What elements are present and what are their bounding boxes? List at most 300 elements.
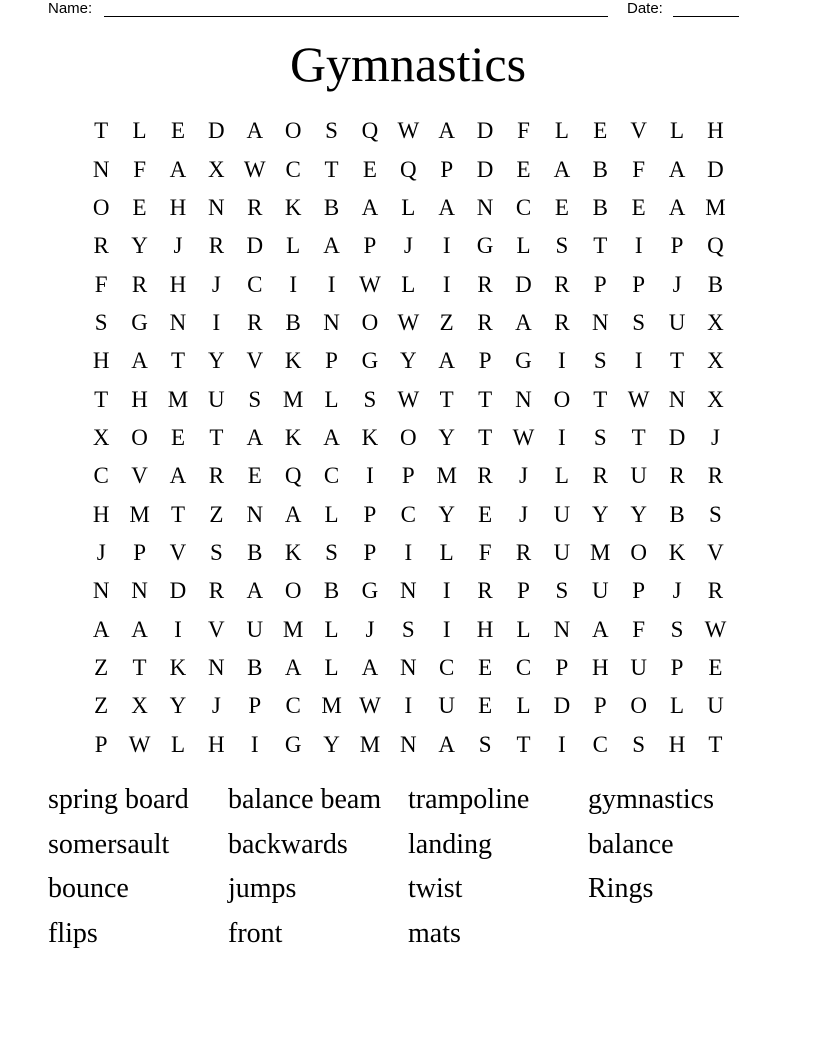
word-bank-item: Rings [588, 873, 654, 904]
grid-letter: O [361, 309, 379, 335]
grid-letter: F [133, 156, 146, 182]
grid-letter: D [246, 233, 264, 259]
grid-letter: T [593, 233, 608, 259]
grid-letter: R [247, 194, 263, 220]
grid-letter: I [212, 309, 221, 335]
grid-letter: P [555, 654, 569, 680]
grid-letter: U [246, 616, 264, 642]
grid-letter: X [707, 386, 724, 412]
grid-letter: R [208, 578, 225, 604]
word-bank-item: trampoline [408, 784, 530, 815]
grid-letter: Y [169, 693, 187, 719]
grid-letter: I [404, 539, 413, 565]
grid-letter: J [173, 233, 183, 259]
grid-letter: R [477, 271, 493, 297]
grid-letter: H [591, 654, 609, 680]
grid-letter: L [132, 118, 147, 144]
grid-letter: R [208, 233, 225, 259]
grid-letter: F [632, 156, 646, 182]
grid-letter: C [515, 654, 532, 680]
grid-letter: A [323, 233, 340, 259]
grid-letter: R [208, 463, 225, 489]
grid-letter: U [707, 693, 724, 719]
grid-letter: M [282, 386, 304, 412]
grid-letter: D [476, 118, 494, 144]
word-bank-item: spring board [48, 784, 189, 815]
grid-letter: U [630, 463, 647, 489]
grid-letter: V [246, 348, 264, 374]
grid-letter: L [324, 386, 339, 412]
grid-letter: T [478, 386, 493, 412]
grid-letter: A [131, 616, 148, 642]
word-bank-item: gymnastics [588, 784, 714, 815]
grid-letter: M [359, 731, 381, 757]
grid-letter: T [170, 501, 185, 527]
grid-letter: R [131, 271, 148, 297]
grid-letter: I [250, 731, 259, 757]
grid-letter: I [366, 463, 374, 489]
grid-letter: X [707, 309, 724, 335]
grid-letter: S [593, 348, 607, 374]
grid-letter: P [133, 539, 146, 565]
grid-letter: D [707, 156, 724, 182]
grid-letter: O [284, 578, 302, 604]
grid-letter: D [476, 156, 494, 182]
grid-letter: C [247, 271, 263, 297]
grid-letter: W [397, 386, 420, 412]
grid-letter: A [515, 309, 532, 335]
grid-letter: C [323, 463, 340, 489]
grid-letter: L [439, 539, 454, 565]
grid-letter: R [247, 309, 263, 335]
grid-letter: T [670, 348, 685, 374]
grid-letter: I [442, 578, 451, 604]
grid-letter: B [247, 539, 263, 565]
grid-letter: T [209, 424, 224, 450]
word-bank-item: twist [408, 873, 463, 904]
grid-letter: Y [131, 233, 148, 259]
grid-letter: S [478, 731, 492, 757]
grid-letter: B [592, 194, 608, 220]
grid-letter: P [248, 693, 262, 719]
grid-letter: H [131, 386, 148, 412]
grid-letter: C [400, 501, 416, 527]
word-bank-item: flips [48, 917, 98, 949]
grid-letter: D [515, 271, 532, 297]
grid-letter: R [477, 578, 493, 604]
grid-letter: Y [323, 731, 340, 757]
grid-letter: A [361, 654, 379, 680]
grid-letter: P [440, 156, 454, 182]
word-bank-item: bounce [48, 873, 129, 904]
grid-letter: Y [630, 501, 647, 527]
grid-letter: O [284, 118, 302, 144]
grid-letter: A [246, 424, 264, 450]
grid-letter: P [401, 463, 415, 489]
grid-letter: O [630, 693, 647, 719]
grid-letter: Y [208, 348, 225, 374]
grid-letter: N [515, 386, 532, 412]
grid-letter: K [284, 194, 302, 220]
grid-letter: K [668, 539, 686, 565]
grid-letter: Z [94, 693, 109, 719]
grid-letter: N [400, 578, 417, 604]
grid-letter: B [592, 156, 608, 182]
grid-letter: E [554, 194, 569, 220]
grid-letter: I [634, 233, 643, 259]
grid-letter: W [359, 693, 381, 719]
grid-letter: J [672, 271, 682, 297]
grid-letter: A [131, 348, 148, 374]
word-bank-item: jumps [228, 873, 297, 904]
grid-letter: A [668, 194, 686, 220]
grid-letter: V [169, 539, 187, 565]
grid-letter: H [668, 731, 686, 757]
grid-letter: C [515, 194, 532, 220]
grid-letter: B [323, 578, 340, 604]
grid-letter: G [361, 348, 379, 374]
grid-letter: K [284, 539, 302, 565]
grid-letter: L [554, 463, 569, 489]
grid-letter: R [554, 309, 570, 335]
grid-letter: T [324, 156, 339, 182]
grid-letter: A [284, 501, 302, 527]
grid-letter: C [285, 156, 301, 182]
grid-letter: W [243, 156, 266, 182]
grid-letter: L [554, 118, 569, 144]
word-bank [48, 780, 768, 958]
grid-letter: M [321, 693, 342, 719]
grid-letter: F [94, 271, 108, 297]
grid-letter: S [709, 501, 722, 527]
grid-letter: E [631, 194, 646, 220]
word-bank-item: balance beam [228, 784, 382, 815]
grid-letter: P [363, 501, 377, 527]
grid-letter: P [363, 233, 377, 259]
grid-letter: L [324, 501, 339, 527]
grid-letter: L [170, 731, 185, 757]
grid-letter: B [247, 654, 263, 680]
grid-letter: G [515, 348, 532, 374]
grid-letter: W [397, 118, 420, 144]
grid-letter: Q [400, 156, 417, 182]
grid-letter: L [324, 654, 339, 680]
grid-letter: Z [94, 654, 109, 680]
grid-letter: F [517, 118, 530, 144]
grid-letter: E [170, 118, 185, 144]
grid-letter: E [593, 118, 608, 144]
grid-letter: E [708, 654, 723, 680]
grid-letter: X [208, 156, 225, 182]
grid-letter: S [325, 539, 338, 565]
grid-letter: I [558, 731, 566, 757]
grid-letter: R [515, 539, 532, 565]
grid-letter: H [92, 501, 110, 527]
grid-letter: N [92, 578, 110, 604]
grid-letter: G [476, 233, 494, 259]
grid-letter: A [438, 194, 456, 220]
grid-letter: Q [361, 118, 379, 144]
grid-letter: Z [209, 501, 224, 527]
grid-letter: M [590, 539, 611, 565]
grid-letter: G [361, 578, 379, 604]
grid-letter: T [631, 424, 646, 450]
grid-letter: S [670, 616, 684, 642]
word-bank-item: somersault [48, 828, 170, 860]
grid-letter: N [131, 578, 148, 604]
word-bank-item: balance [588, 828, 674, 860]
grid-letter: S [632, 309, 646, 335]
grid-letter: D [208, 118, 225, 144]
grid-letter: P [593, 693, 607, 719]
grid-letter: A [591, 616, 609, 642]
grid-letter: A [169, 463, 187, 489]
grid-letter: M [436, 463, 457, 489]
grid-letter: P [517, 578, 530, 604]
grid-letter: P [478, 348, 492, 374]
grid-letter: C [93, 463, 109, 489]
grid-letter: K [361, 424, 379, 450]
grid-letter: N [400, 731, 417, 757]
grid-letter: O [553, 386, 571, 412]
grid-letter: P [632, 271, 646, 297]
grid-letter: A [438, 731, 456, 757]
grid-letter: N [169, 309, 187, 335]
grid-letter: S [325, 118, 338, 144]
grid-letter: T [516, 731, 531, 757]
grid-letter: Y [400, 348, 417, 374]
grid-letter: C [592, 731, 608, 757]
grid-letter: L [401, 271, 416, 297]
grid-letter: K [169, 654, 187, 680]
grid-letter: Y [438, 424, 456, 450]
grid-letter: F [632, 616, 646, 642]
grid-letter: D [169, 578, 187, 604]
grid-letter: I [558, 348, 566, 374]
grid-letter: A [284, 654, 302, 680]
grid-letter: K [284, 424, 302, 450]
grid-letter: V [707, 539, 724, 565]
grid-letter: B [323, 194, 340, 220]
grid-letter: A [361, 194, 379, 220]
grid-letter: I [558, 424, 566, 450]
grid-letter: L [516, 233, 531, 259]
grid-letter: L [670, 693, 685, 719]
grid-letter: H [707, 118, 724, 144]
grid-letter: I [289, 271, 297, 297]
grid-letter: A [668, 156, 686, 182]
word-bank-item: mats [408, 917, 461, 949]
grid-letter: P [593, 271, 607, 297]
grid-letter: S [94, 309, 108, 335]
grid-letter: X [707, 348, 724, 374]
grid-letter: W [704, 616, 727, 642]
grid-letter: G [284, 731, 302, 757]
grid-letter: T [94, 386, 109, 412]
grid-letter: F [478, 539, 492, 565]
grid-letter: N [323, 309, 340, 335]
grid-letter: X [92, 424, 110, 450]
grid-letter: I [442, 616, 451, 642]
grid-letter: E [516, 156, 531, 182]
grid-letter: N [553, 616, 571, 642]
grid-letter: A [438, 348, 456, 374]
grid-letter: A [169, 156, 187, 182]
grid-letter: E [247, 463, 262, 489]
grid-letter: P [94, 731, 108, 757]
grid-letter: R [669, 463, 685, 489]
grid-letter: U [553, 539, 571, 565]
grid-letter: T [708, 731, 723, 757]
grid-letter: B [707, 271, 724, 297]
grid-letter: U [591, 578, 609, 604]
grid-letter: E [478, 693, 493, 719]
grid-letter: S [401, 616, 415, 642]
grid-letter: I [404, 693, 413, 719]
grid-letter: A [246, 578, 264, 604]
grid-letter: R [477, 463, 493, 489]
grid-letter: Z [439, 309, 454, 335]
grid-letter: P [670, 233, 684, 259]
grid-letter: J [365, 616, 375, 642]
grid-letter: I [174, 616, 182, 642]
grid-letter: R [592, 463, 608, 489]
grid-letter: O [131, 424, 148, 450]
grid-letter: E [478, 654, 493, 680]
grid-letter: L [670, 118, 685, 144]
word-bank-item: backwards [228, 828, 348, 860]
grid-letter: S [363, 386, 377, 412]
grid-letter: B [669, 501, 685, 527]
grid-letter: N [92, 156, 110, 182]
grid-letter: T [439, 386, 454, 412]
grid-letter: Q [284, 463, 302, 489]
worksheet-header [0, 0, 816, 20]
grid-letter: M [167, 386, 189, 412]
grid-letter: E [170, 424, 185, 450]
grid-letter: L [286, 233, 301, 259]
grid-letter: L [324, 616, 339, 642]
grid-letter: U [438, 693, 456, 719]
grid-letter: N [208, 654, 225, 680]
grid-letter: J [519, 501, 528, 527]
grid-letter: N [208, 194, 225, 220]
grid-letter: I [634, 348, 643, 374]
name-label: Name: [48, 0, 93, 17]
grid-letter: D [553, 693, 571, 719]
grid-letter: W [128, 731, 151, 757]
grid-letter: J [211, 693, 221, 719]
grid-letter: I [327, 271, 336, 297]
grid-letter: N [400, 654, 417, 680]
grid-letter: R [93, 233, 109, 259]
grid-letter: N [591, 309, 609, 335]
grid-letter: U [630, 654, 647, 680]
grid-letter: E [362, 156, 377, 182]
grid-letter: Y [438, 501, 456, 527]
grid-letter: S [632, 731, 646, 757]
grid-letter: A [553, 156, 571, 182]
grid-letter: A [92, 616, 110, 642]
grid-letter: C [285, 693, 301, 719]
grid-letter: C [439, 654, 455, 680]
grid-letter: J [403, 233, 413, 259]
grid-letter: M [282, 616, 304, 642]
grid-letter: W [359, 271, 381, 297]
grid-letter: R [707, 463, 724, 489]
letter-grid [82, 112, 735, 764]
grid-letter: Y [591, 501, 609, 527]
grid-letter: L [516, 693, 531, 719]
grid-letter: N [246, 501, 264, 527]
grid-letter: R [477, 309, 493, 335]
grid-letter: N [668, 386, 686, 412]
name-blank-line [104, 16, 608, 17]
grid-letter: R [707, 578, 724, 604]
grid-letter: A [323, 424, 340, 450]
date-label: Date: [627, 0, 663, 17]
grid-letter: S [555, 578, 569, 604]
grid-letter: J [672, 578, 682, 604]
grid-letter: H [92, 348, 110, 374]
grid-letter: U [668, 309, 686, 335]
grid-letter: H [169, 271, 187, 297]
grid-letter: O [400, 424, 417, 450]
grid-letter: P [325, 348, 338, 374]
grid-letter: H [208, 731, 225, 757]
grid-letter: U [553, 501, 571, 527]
grid-letter: L [516, 616, 531, 642]
grid-letter: W [512, 424, 535, 450]
grid-letter: N [476, 194, 494, 220]
grid-letter: M [705, 194, 726, 220]
grid-letter: V [630, 118, 647, 144]
grid-letter: V [208, 616, 225, 642]
grid-letter: T [94, 118, 109, 144]
grid-letter: E [478, 501, 493, 527]
grid-letter: R [554, 271, 570, 297]
grid-letter: O [630, 539, 647, 565]
grid-letter: M [129, 501, 150, 527]
grid-letter: S [593, 424, 607, 450]
grid-letter: Q [707, 233, 724, 259]
grid-letter: A [246, 118, 264, 144]
grid-letter: A [438, 118, 456, 144]
grid-letter: H [476, 616, 494, 642]
grid-letter: H [169, 194, 187, 220]
word-bank-item: landing [408, 828, 492, 860]
grid-letter: E [132, 194, 147, 220]
grid-letter: J [710, 424, 720, 450]
grid-letter: I [442, 271, 451, 297]
grid-letter: G [131, 309, 148, 335]
grid-letter: S [555, 233, 569, 259]
page-title: Gymnastics [289, 36, 527, 92]
grid-letter: D [668, 424, 686, 450]
grid-letter: T [593, 386, 608, 412]
grid-letter: L [401, 194, 416, 220]
grid-letter: K [284, 348, 302, 374]
grid-letter: V [131, 463, 148, 489]
grid-letter: B [285, 309, 301, 335]
grid-letter: T [170, 348, 185, 374]
grid-letter: W [397, 309, 420, 335]
grid-letter: J [519, 463, 528, 489]
grid-letter: J [211, 271, 221, 297]
grid-letter: T [132, 654, 147, 680]
grid-letter: P [632, 578, 646, 604]
grid-letter: P [363, 539, 377, 565]
